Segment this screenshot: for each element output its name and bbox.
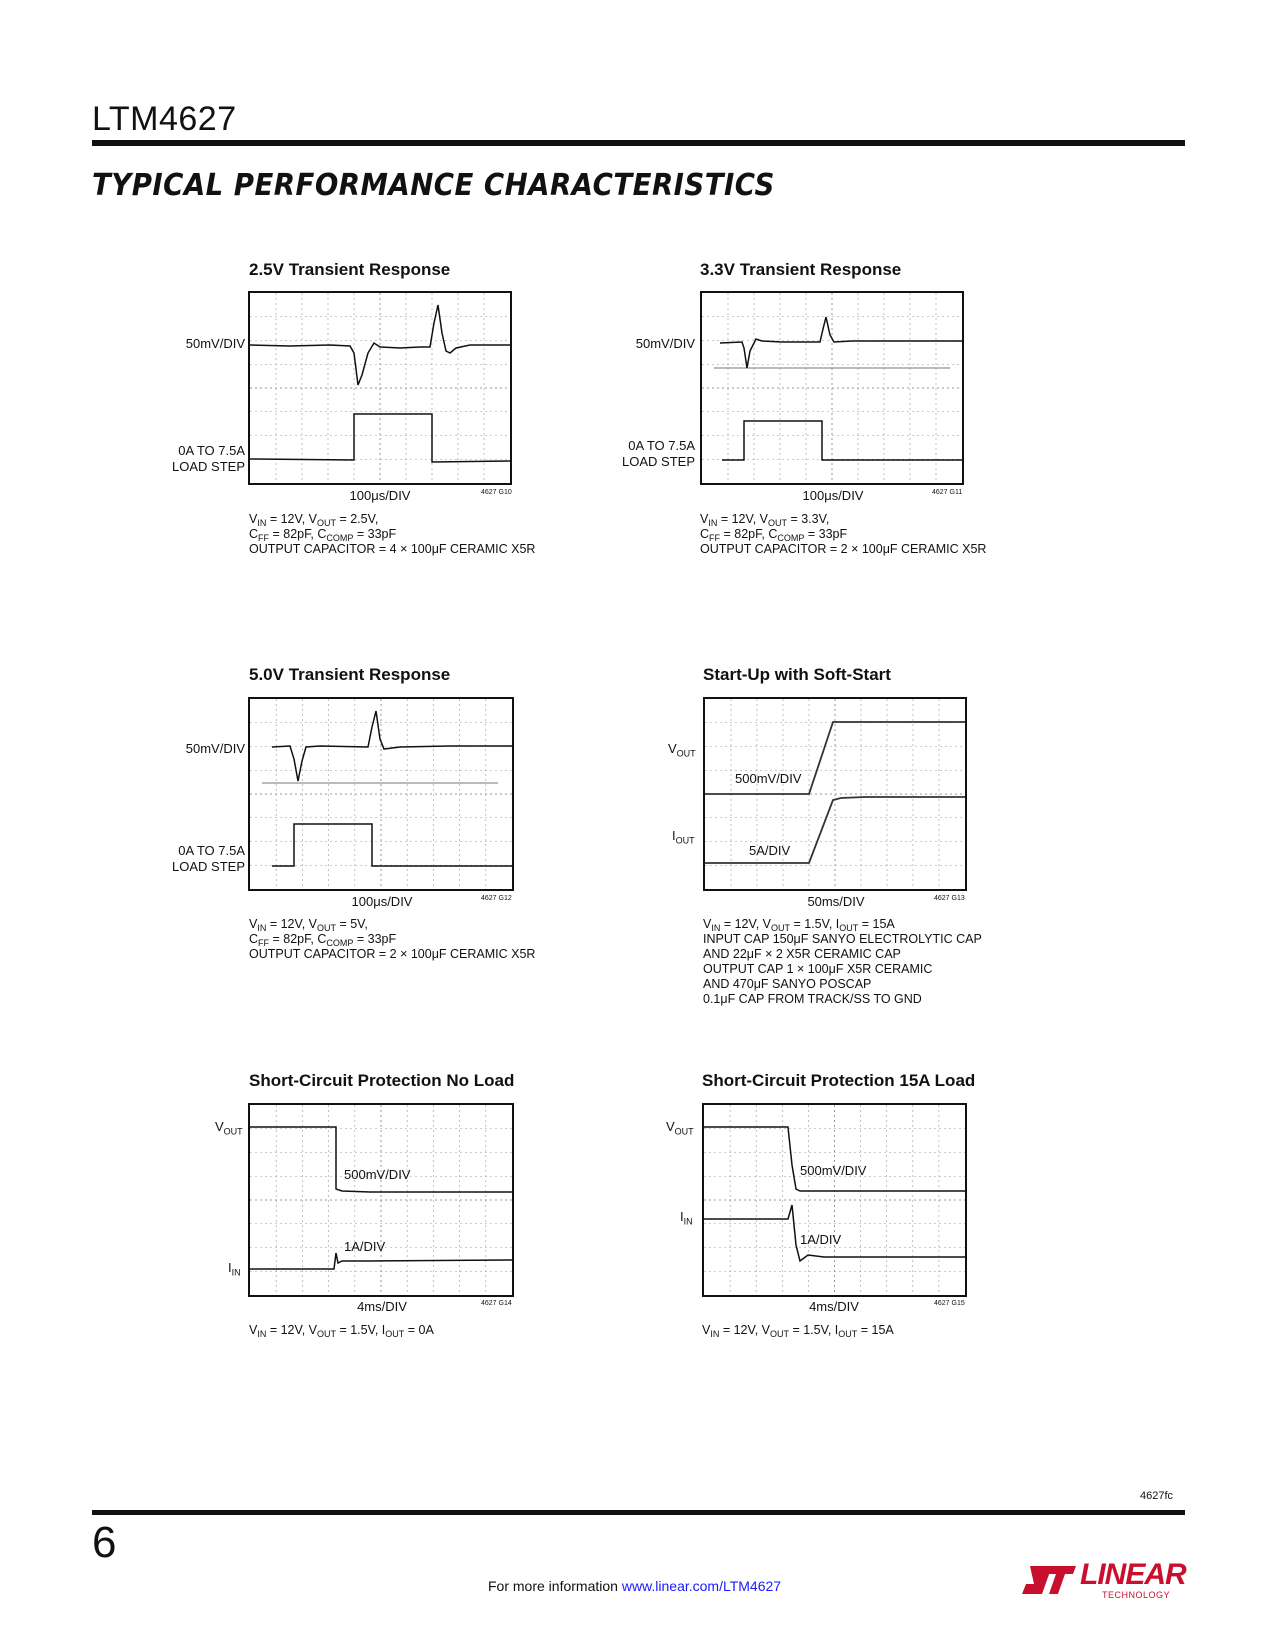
timebase-g15: 4ms/DIV [809,1299,859,1314]
iin-scale-g15: 1A/DIV [800,1232,842,1247]
ch2-trace-g11 [722,421,962,460]
scope-plot-g11 [702,293,962,483]
vout-label-g14: $V_{OUT}$ [215,1119,243,1137]
ch1-scale-g12: 50mV/DIV [185,741,245,756]
scope-plot-g10 [250,293,510,483]
scope-g13 [703,697,967,891]
scope-plot-g12 [250,699,512,889]
fig-id-g12: 4627 G12 [481,895,512,902]
timebase-g12: 100μs/DIV [351,894,413,909]
grid-g12 [250,699,512,889]
header-rule [92,140,1185,146]
footer-rule [92,1510,1185,1515]
scope-g14 [248,1103,514,1297]
vout-label-g13: $V_{OUT}$ [668,741,696,759]
conditions-g12: $V_{IN} = 12V$, $V_{OUT} = 5V$, $C_{FF} = 82pF$, $C_{COMP} = 33pF$ OUTPUT CAPACITOR = 2 × 100μF CERAMIC X5R [249,917,536,961]
conditions-g13: $V_{IN} = 12V$, $V_{OUT} = 1.5V$, $I_{OUT} = 15A$ INPUT CAP 150μF SANYO ELECTROLYTIC CAP AND 22μF × 2 X5R CERAMIC CAP OUTPUT CAP 1 × 100μF X5R CERAMIC AND 470μF SANYO POSCAP 0.1μF CAP FROM TRACK/SS TO GND [703,917,982,1006]
scope-g10 [248,291,512,485]
linear-technology-logo [1020,1558,1185,1602]
vout-scale-g13: 500mV/DIV [735,771,802,786]
conditions-g14: $V_{IN} = 12V$, $V_{OUT} = 1.5V$, $I_{OUT} = 0A$ [249,1323,434,1339]
fig-id-g14: 4627 G14 [481,1300,512,1307]
vout-scale-g14: 500mV/DIV [344,1167,411,1182]
page-number: 6 [92,1518,117,1567]
vout-scale-g15: 500mV/DIV [800,1163,867,1178]
ch2-label-g10: 0A TO 7.5A LOAD STEP [172,443,245,474]
fig-id-g13: 4627 G13 [934,895,965,902]
lt-logo-mark-icon [1020,1564,1078,1596]
iin-label-g14: $I_{IN}$ [228,1260,241,1278]
part-number: LTM4627 [92,100,237,138]
iout-scale-g13: 5A/DIV [749,843,791,858]
graph-title-g13: Start-Up with Soft-Start [703,665,891,684]
section-title: TYPICAL PERFORMANCE CHARACTERISTICS [92,168,775,203]
graph-title-g12: 5.0V Transient Response [249,665,451,684]
ch2-label-g11: 0A TO 7.5A LOAD STEP [622,438,695,469]
conditions-g10: $V_{IN} = 12V$, $V_{OUT} = 2.5V$, $C_{FF} = 82pF$, $C_{COMP} = 33pF$ OUTPUT CAPACITOR = 4 × 100μF CERAMIC X5R [249,512,536,556]
conditions-g15: $V_{IN} = 12V$, $V_{OUT} = 1.5V$, $I_{OUT} = 15A$ [702,1323,894,1339]
footer-more-info: For more information www.linear.com/LTM4627 [488,1578,782,1594]
grid-g11 [702,293,962,483]
fig-id-g10: 4627 G10 [481,489,512,496]
ch1-scale-g11: 50mV/DIV [635,336,695,351]
timebase-g14: 4ms/DIV [357,1299,407,1314]
ch2-trace-g12 [272,824,512,866]
iout-label-g13: $I_{OUT}$ [672,828,695,846]
iin-label-g15: $I_{IN}$ [680,1209,693,1227]
fig-id-g15: 4627 G15 [934,1300,965,1307]
footer-link[interactable]: www.linear.com/LTM4627 [621,1578,782,1594]
graph-title-g11: 3.3V Transient Response [700,260,902,279]
grid-g14 [250,1105,512,1295]
conditions-g11: $V_{IN} = 12V$, $V_{OUT} = 3.3V$, $C_{FF} = 82pF$, $C_{COMP} = 33pF$ OUTPUT CAPACITOR = 2 × 100μF CERAMIC X5R [700,512,987,556]
fig-id-g11: 4627 G11 [932,489,963,496]
iin-scale-g14: 1A/DIV [344,1239,386,1254]
scope-plot-g13 [705,699,965,889]
scope-g12 [248,697,514,891]
scope-plot-g15 [704,1105,965,1295]
scope-g15 [702,1103,967,1297]
timebase-g11: 100μs/DIV [802,488,864,503]
scope-g11 [700,291,964,485]
document-code: 4627fc [1140,1490,1174,1502]
logo-wordmark: LINEAR [1080,1558,1186,1591]
grid-g10 [250,293,510,483]
graph-title-g15: Short-Circuit Protection 15A Load [702,1071,976,1090]
vout-label-g15: $V_{OUT}$ [666,1119,694,1137]
ch2-label-g12: 0A TO 7.5A LOAD STEP [172,843,245,874]
graph-title-g14: Short-Circuit Protection No Load [249,1071,515,1090]
logo-subtext: TECHNOLOGY [1102,1590,1171,1600]
grid-g15 [704,1105,965,1295]
graph-title-g10: 2.5V Transient Response [249,260,451,279]
timebase-g10: 100μs/DIV [349,488,411,503]
timebase-g13: 50ms/DIV [807,894,865,909]
ch1-trace-g11 [720,317,962,368]
scope-plot-g14 [250,1105,512,1295]
ch1-scale-g10: 50mV/DIV [185,336,245,351]
